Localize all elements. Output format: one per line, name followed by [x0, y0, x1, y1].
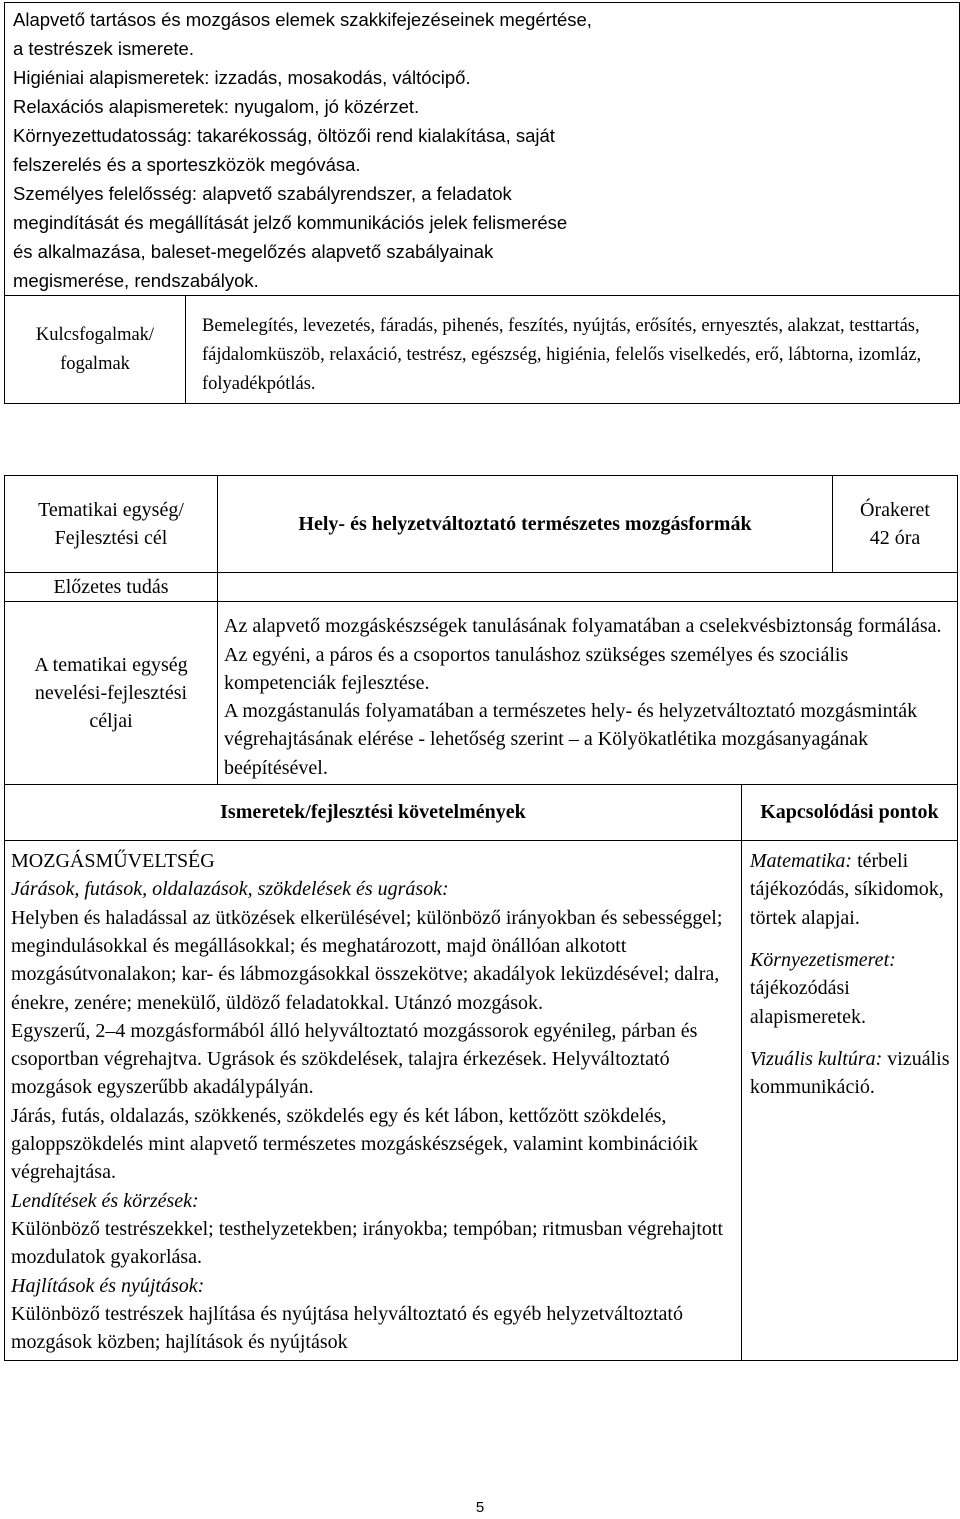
connection-text: tájékozódási alapismeretek. [749, 977, 866, 1028]
unit-table [4, 475, 958, 1361]
connection-item [750, 1045, 951, 1102]
paragraph: Különböző testrészekkel; testhelyzetekben; irányokba; tempóban; ritmusban végrehajtott mozdulatok gyakorlása. [11, 1217, 724, 1269]
goals-label-line2: nevelési-fejlesztési [34, 682, 188, 705]
intro-cell [5, 3, 960, 296]
paragraph: Különböző testrészek hajlítása és nyújtása helyváltoztató és egyéb helyzetváltoztató mozgások közben; hajlítások és nyújtások [11, 1302, 683, 1354]
intro-line: Higiéniai alapismeretek: izzadás, mosakodás, váltócipő. [13, 67, 471, 88]
goals-label [5, 602, 218, 785]
connection-subject: Környezetismeret: [749, 948, 896, 971]
unit-title: Hely- és helyzetváltoztató természetes mozgásformák [218, 476, 833, 573]
goal-item: A mozgástanulás folyamatában a természetes hely- és helyzetváltoztató mozgásminták végrehajtásának elérése - lehetőség szerint – a Kölyökatlétika mozgásanyagának beépítésével. [224, 700, 918, 779]
connection-subject: Vizuális kultúra: [749, 1047, 883, 1070]
subsection-title: Lendítések és körzések: [11, 1189, 199, 1212]
connections-header: Kapcsolódási pontok [741, 785, 957, 841]
intro-line: a testrészek ismerete. [13, 38, 194, 59]
intro-line: megismerése, rendszabályok. [13, 270, 259, 291]
intro-line: Relaxációs alapismeretek: nyugalom, jó közérzet. [13, 96, 420, 117]
paragraph: Helyben és haladással az ütközések elkerülésével; különböző irányokban és sebességgel; megindulásokkal és megállásokkal; és meghatározott, majd önállóan alkotott mozgásútvonalakon; kar- és lábmozgásokkal összekötve; akadályok leküzdésével; dalra, énekre, zenére; menekülő, üldöző feladatokkal. Utánzó mozgások. [11, 906, 723, 1014]
hours-cell [833, 476, 958, 573]
connection-item [750, 847, 951, 932]
unit-label-line2: Fejlesztési cél [54, 527, 168, 549]
unit-label-line1: Tematikai egység/ [38, 498, 184, 521]
requirements-header: Ismeretek/fejlesztési követelmények [5, 785, 742, 841]
keywords-label-line1: Kulcsfogalmak/ [35, 324, 155, 345]
competence-table [4, 2, 960, 404]
goal-item: Az alapvető mozgáskészségek tanulásának folyamatában a cselekvésbiztonság formálása. [224, 615, 942, 638]
connection-subject: Matematika: [749, 850, 853, 873]
connections-text [741, 841, 957, 1361]
requirements-text [5, 841, 742, 1361]
keywords-label-line2: fogalmak [60, 353, 130, 374]
keywords-label [5, 296, 186, 404]
paragraph: Egyszerű, 2–4 mozgásformából álló helyváltoztató mozgássorok egyénileg, párban és csoportban végrehajtva. Ugrások és szökdelések, talajra érkezések. Helyváltoztató mozgások egyszerűbb akadálypályán. [11, 1019, 698, 1099]
intro-line: Személyes felelősség: alapvető szabályrendszer, a feladatok [13, 183, 512, 204]
paragraph: Járás, futás, oldalazás, szökkenés, szökdelés egy és két lábon, kettőzött szökdelés, galoppszökdelés mint alapvető természetes mozgáskészségek, valamint kombinációik végrehajtása. [11, 1104, 699, 1184]
hours-label: Órakeret [860, 498, 930, 521]
unit-label [5, 476, 218, 573]
connection-text: vizuális kommunikáció. [749, 1047, 950, 1099]
goals-label-line3: céljai [89, 710, 133, 733]
goals-label-line1: A tematikai egység [34, 653, 188, 676]
intro-line: és alkalmazása, baleset-megelőzés alapvető szabályainak [13, 241, 494, 262]
intro-line: Alapvető tartásos és mozgásos elemek szakkifejezéseinek megértése, [13, 9, 592, 30]
intro-line: megindítását és megállítását jelző kommunikációs jelek felismerése [13, 212, 568, 233]
prior-knowledge-label: Előzetes tudás [5, 573, 218, 602]
subsection-title: Hajlítások és nyújtások: [11, 1274, 205, 1297]
connection-text: térbeli tájékozódás, síkidomok, törtek alapjai. [749, 850, 944, 929]
section-title: MOZGÁSMŰVELTSÉG [11, 850, 215, 873]
goal-item: Az egyéni, a páros és a csoportos tanuláshoz szükséges személyes és szociális kompetenciák fejlesztése. [224, 643, 849, 694]
page-number: 5 [475, 1499, 485, 1516]
goals-text [218, 602, 958, 785]
hours-value: 42 óra [869, 527, 921, 549]
intro-line: felszerelés és a sporteszközök megóvása. [13, 154, 361, 175]
keywords-text: Bemelegítés, levezetés, fáradás, pihenés, feszítés, nyújtás, erősítés, ernyesztés, alakzat, testtartás, fájdalomküszöb, relaxáció, testrész, egészség, higiénia, felelős viselkedés, erő, lábtorna, izomláz, folyadékpótlás. [186, 296, 960, 404]
intro-line: Környezettudatosság: takarékosság, öltözői rend kialakítása, saját [13, 125, 555, 146]
connection-item [750, 946, 951, 1031]
prior-knowledge-value [218, 573, 958, 602]
subsection-title: Járások, futások, oldalazások, szökdelések és ugrások: [11, 878, 449, 901]
